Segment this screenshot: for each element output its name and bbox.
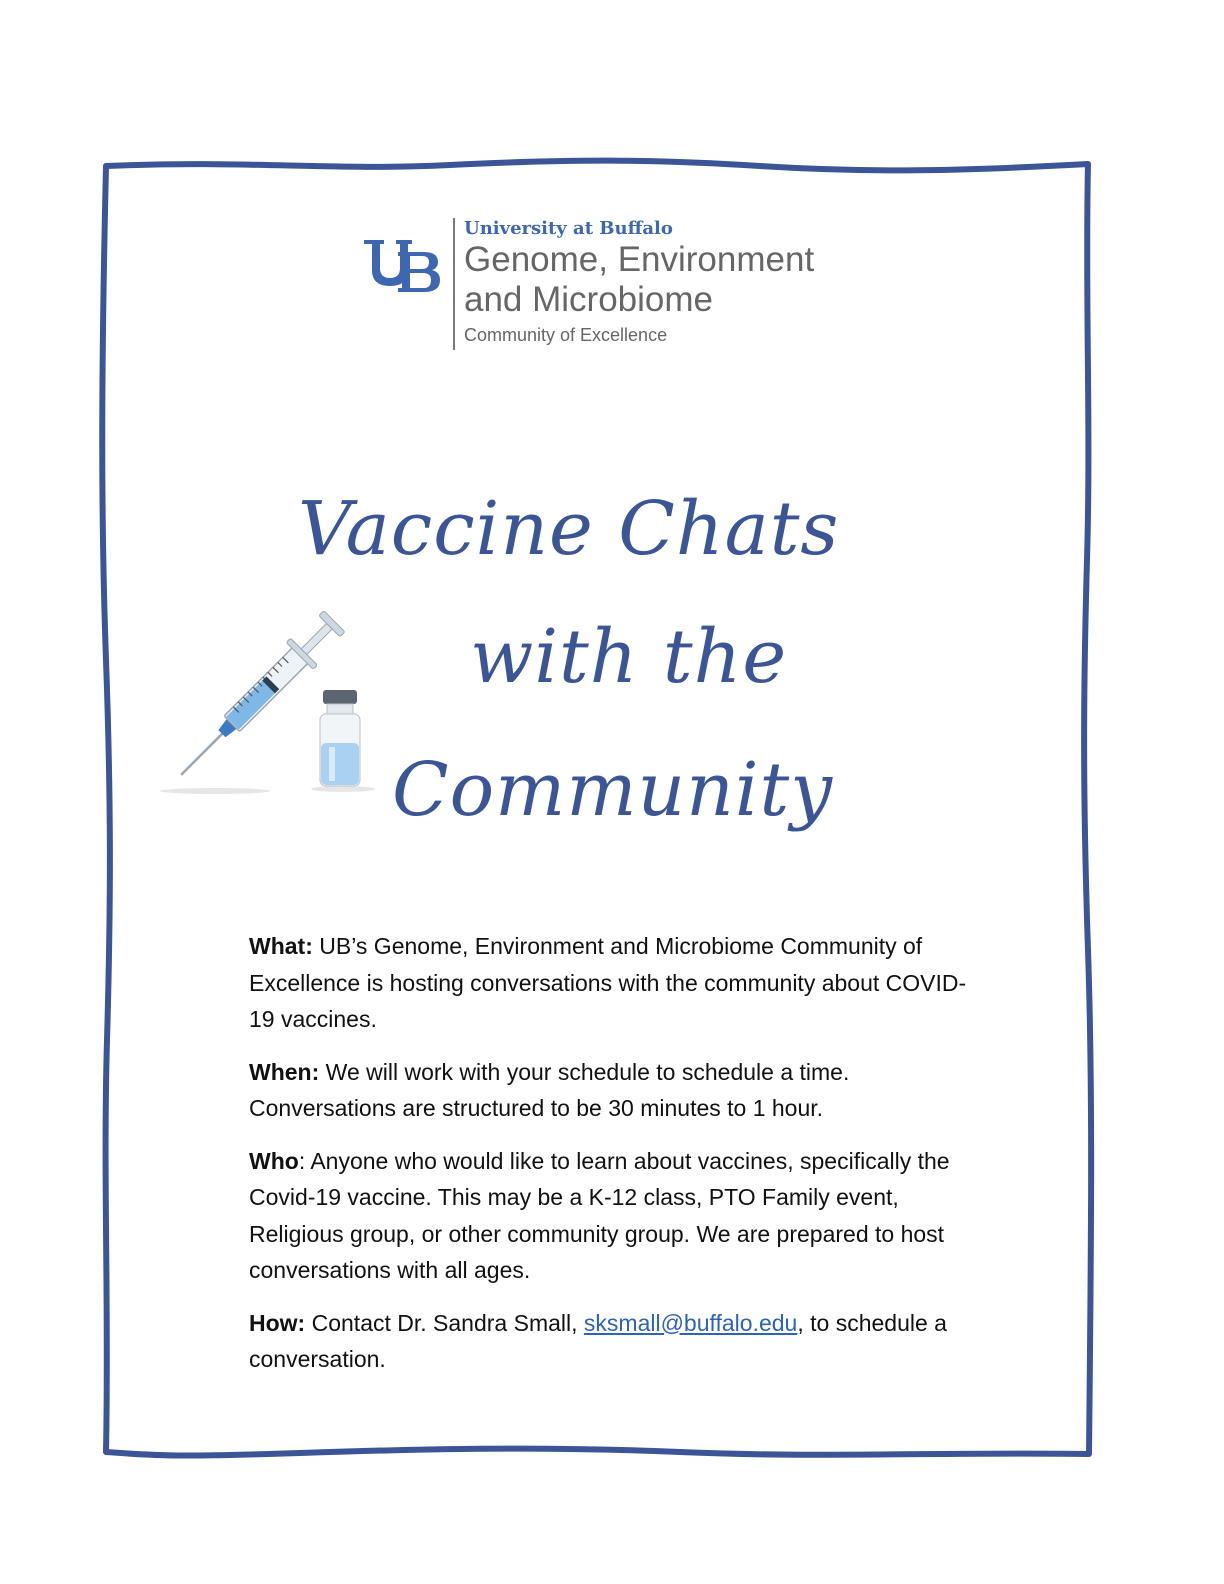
- logo-university-name: University at Buffalo: [464, 218, 673, 239]
- logo-line-2: and Microbiome: [464, 280, 713, 319]
- what-paragraph: [249, 928, 984, 1038]
- what-text: UB’s Genome, Environment and Microbiome Community of Excellence is hosting conversations with the community about COVID-19 vaccines.: [249, 933, 967, 1032]
- vaccine-illustration: [155, 575, 385, 800]
- title-line-2: with the: [470, 614, 788, 700]
- title-line-3: Community: [392, 747, 834, 833]
- title-line-1: Vaccine Chats: [298, 486, 840, 572]
- who-text: : Anyone who would like to learn about vaccines, specifically the Covid-19 vaccine. This may be a K-12 class, PTO Family event, Religious group, or other community group. We are prepared to host conversations with all ages.: [249, 1147, 950, 1283]
- logo-subtitle: Community of Excellence: [464, 325, 668, 345]
- logo-line-1: Genome, Environment: [464, 240, 815, 279]
- who-label: Who: [249, 1147, 299, 1174]
- logo-divider: [453, 218, 455, 350]
- when-label: When:: [249, 1058, 320, 1085]
- event-details: [249, 928, 984, 1394]
- contact-email-link[interactable]: sksmall@buffalo.edu: [583, 1309, 798, 1336]
- how-paragraph: [249, 1305, 984, 1378]
- how-text-after: , to schedule a conversation.: [249, 1309, 947, 1372]
- how-text-before: Contact Dr. Sandra Small,: [305, 1309, 584, 1336]
- who-paragraph: [249, 1143, 984, 1289]
- when-text: We will work with your schedule to schedule a time. Conversations are structured to be 30 minutes to 1 hour.: [249, 1058, 850, 1121]
- when-paragraph: [249, 1054, 984, 1127]
- how-label: How:: [249, 1309, 306, 1336]
- what-label: What:: [249, 933, 313, 959]
- logo-text: [464, 218, 814, 350]
- ub-gem-logo: [362, 218, 832, 352]
- vaccine-vial-icon: [320, 690, 360, 786]
- ub-logo-icon: [362, 238, 442, 298]
